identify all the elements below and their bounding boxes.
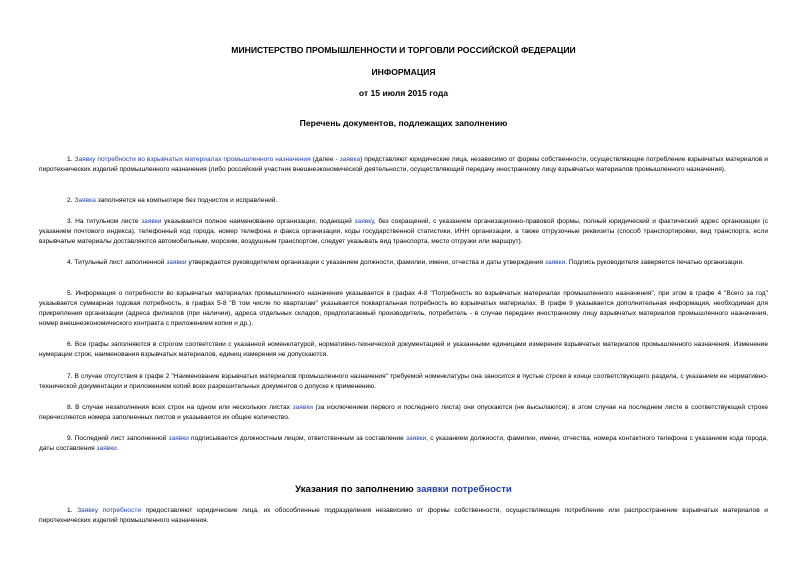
link-zayavku[interactable]: заявку [354,218,374,225]
paragraph-6: 6. Все графы заполняются в строгом соответствии с указанной номенклатурой, нормативно-технической документацией и указанными единицами измерения взрывчатых материалов промышленного назначения. Изменение нумерации строк, наименования взрывчатых материалов, единиц измерения не допускаются. [39,341,768,358]
link-zayavki[interactable]: заявки [544,259,566,266]
link-zayavka-potrebnosti[interactable]: Заявку потребности во взрывчатых материалах промышленного назначения [74,156,311,163]
document-type: ИНФОРМАЦИЯ [371,67,436,77]
link-zayavki[interactable]: заявки [292,404,313,411]
ministry-title: МИНИСТЕРСТВО ПРОМЫШЛЕННОСТИ И ТОРГОВЛИ РОССИЙСКОЙ ФЕДЕРАЦИИ [231,45,576,55]
paragraph-5: 5. Информация о потребности во взрывчатых материалах промышленного назначения указывается в графах 4-8 "Потребность во взрывчатых материалах промышленного назначения", при этом в графе 4 "Всего за год" указывается суммарная годовая потребность, в графах 5-8 "В том числе по кварталам" указывается поквартальная потребность во взрывчатых материалах. В графе 9 указывается дополнительная информация, необходимая для прикрепления организации (адреса филиалов (при наличии), адреса отдельных складов, предполагаемый производитель, потребитель - в случае передачи иностранному лицу взрывчатых материалов промышленного назначения, номер внешнеэкономического контракта с приложением копии и др.). [39,290,768,327]
paragraph-9: 9. Последний лист заполненной заявки подписывается должностным лицом, ответственным за составление заявки, с указанием должности, фамилии, имени, отчества, номера контактного телефона с указанием кода города, даты составления заявки. [39,435,768,452]
section-2-paragraph-1: 1. Заявку потребности предоставляют юридические лица, их обособленные подразделения независимо от формы собственности, осуществляющие потребление или распространение взрывчатых материалов и пиротехнических изделий промышленного назначения. [39,507,768,524]
paragraph-1: 1. Заявку потребности во взрывчатых материалах промышленного назначения (далее - заявка) представляют юридические лица, независимо от формы собственности, осуществляющие потребление взрывчатых материалов и пиротехнических изделий промышленного назначения (либо российский участник внешнеэкономической деятельности, осуществляющий передачу иностранному лицу взрывчатых материалов промышленного назначения). [39,156,768,173]
link-zayavka[interactable]: заявка [339,156,361,163]
section-2-title: Указания по заполнению заявки потребности [295,484,512,495]
paragraph-8: 8. В случае незаполнения всех строк на одном или нескольких листах заявки (за исключением первого и последнего листа) они опускаются (не высылаются); в этом случае на последнем листе в соответствующей строке перечисляются номера заполненных листов и указывается их общее количество. [39,404,768,421]
link-zayavku-potrebnosti[interactable]: Заявку потребности [77,507,142,514]
link-zayavki[interactable]: заявки [141,218,162,225]
link-zayavki[interactable]: заявки [96,445,117,452]
link-zayavka[interactable]: Заявка [74,197,96,204]
document-date: от 15 июля 2015 года [358,88,449,98]
link-zayavki[interactable]: заявки [405,435,427,442]
link-zayavki-potrebnosti[interactable]: заявки потребности [416,484,512,495]
paragraph-7: 7. В случае отсутствия в графе 2 "Наименование взрывчатых материалов промышленного назначения" требуемой номенклатуры она заносится в пустые строки в конце соответствующего раздела, с указанием ее нормативно-технической документации и приложением копий всех разрешительных документов о допуске к применению. [39,373,768,390]
paragraph-4: 4. Титульный лист заполненной заявки утверждается руководителем организации с указанием должности, фамилии, имени, отчества и даты утверждения заявки. Подпись руководителя заверяется печатью организации. [67,259,745,266]
documents-list-subtitle: Перечень документов, подлежащих заполнению [299,118,508,128]
link-zayavki[interactable]: заявки [168,435,189,442]
link-zayavki[interactable]: заявки [166,259,187,266]
paragraph-2: 2. Заявка заполняется на компьютере без подчисток и исправлений. [67,197,278,204]
paragraph-3: 3. На титульном листе заявки указывается полное наименование организации, подающей заявку, без сокращений, с указанием организационно-правовой формы, полный юридический и фактический адрес организации (с указанием почтового индекса), телефонный код города, номер телефона и факса организации, коды государственной статистики, ИНН организации, а также отгрузочные реквизиты (способ транспортировки, вид транспорта, если взрывчатые материалы доставляются автомобильным, морским, воздушным транспортом, следует указывать вид транспорта, место отгрузки или маршрут). [39,218,769,245]
